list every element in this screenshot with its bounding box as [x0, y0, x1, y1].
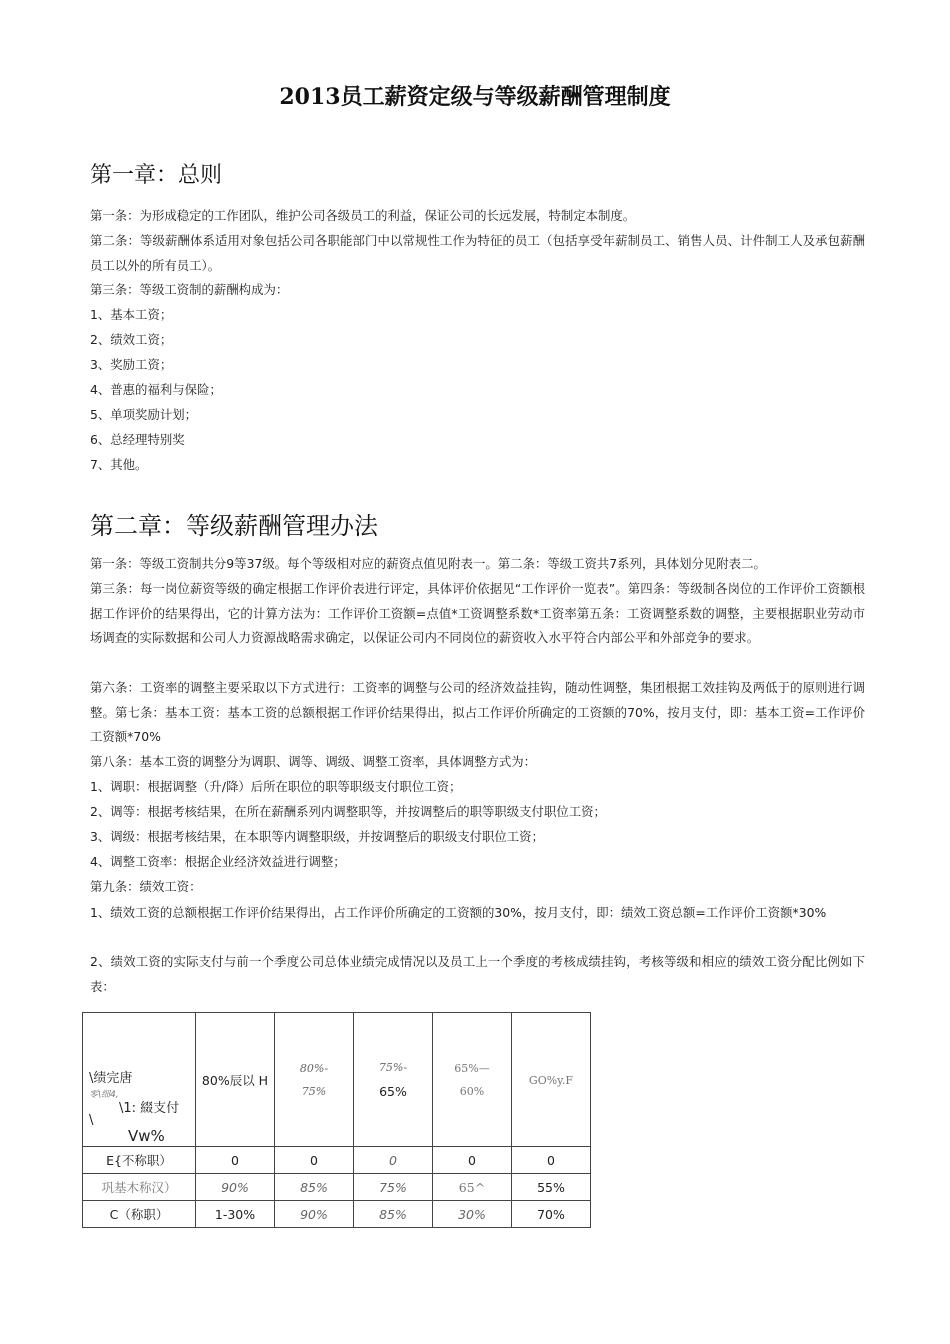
chapter-2-heading: 第二章：等级薪酬管理办法 — [90, 512, 378, 540]
ch1-list-item-4: 4、普惠的福利与保险； — [90, 382, 222, 397]
ch2-performance-item-1: 1、绩效工资的总额根据工作评价结果得出，占工作评价所确定的工资额的30%，按月支付，即：绩效工资总额=工作评价工资额*30% — [90, 905, 827, 920]
ch2-article-9: 第九条：绩效工资： — [90, 879, 202, 894]
corner-text-2: 零\细4, — [89, 1089, 119, 1100]
ch1-article-2: 第二条：等级薪酬体系适用对象包括公司各职能部门中以常规性工作为特征的员工（包括享受年薪制员工、销售人员、计件制工人及承包薪酬员工以外的所有员工）。 — [90, 233, 865, 273]
ch2-adjust-item-1: 1、调职：根据调整（升/降）后所在职位的职等职级支付职位工资； — [90, 779, 462, 794]
ch1-list-item-3: 3、奖励工资； — [90, 357, 173, 372]
table-cell: 0 — [354, 1147, 433, 1174]
ch2-adjust-item-4: 4、调整工资率：根据企业经济效益进行调整； — [90, 854, 346, 869]
table-cell: 70% — [512, 1201, 591, 1228]
table-header-cell — [354, 1013, 433, 1147]
header-text: 80%- — [299, 1061, 329, 1075]
table-cell: 75% — [354, 1174, 433, 1201]
table-cell: 55% — [512, 1174, 591, 1201]
ch1-list-item-1: 1、基本工资； — [90, 307, 173, 322]
table-header-cell — [512, 1013, 591, 1147]
corner-text-3: \1: 綴支付 — [119, 1100, 180, 1116]
table-cell: 0 — [433, 1147, 512, 1174]
ch1-list-item-5: 5、单项奖励计划； — [90, 407, 198, 422]
ch2-articles-1-2: 第一条：等级工资制共分9等37级。每个等级相对应的薪资点值见附表一。第二条：等级工资共7系列，具体划分见附表二。 — [90, 556, 766, 571]
header-text: GO%y.F — [528, 1074, 574, 1087]
ch1-article-1: 第一条：为形成稳定的工作团队，维护公司各级员工的利益，保证公司的长远发展，特制定本制度。 — [90, 208, 636, 223]
row-label: C（称职） — [83, 1201, 196, 1228]
header-text: 60% — [459, 1084, 485, 1098]
header-text: 75%- — [378, 1060, 408, 1074]
table-header-cell — [433, 1013, 512, 1147]
chapter-1-heading: 第一章：总则 — [90, 163, 223, 188]
row-label: E{不称职） — [83, 1147, 196, 1174]
header-text: 65% — [379, 1083, 407, 1099]
table-cell: 90% — [275, 1201, 354, 1228]
performance-grade-table — [82, 1012, 591, 1228]
document-title: 2013员工薪资定级与等级薪酬管理制度 — [279, 84, 671, 110]
row-label: 巩基木称汉） — [83, 1174, 196, 1201]
header-text: 80%辰以 H — [201, 1072, 269, 1088]
table-row — [83, 1147, 591, 1174]
table-cell: 65^ — [433, 1174, 512, 1201]
ch1-article-3: 第三条：等级工资制的薪酬构成为： — [90, 282, 289, 297]
table-cell: 0 — [196, 1147, 275, 1174]
table-cell: 0 — [512, 1147, 591, 1174]
table-cell: 30% — [433, 1201, 512, 1228]
corner-text-1: \绩完唐 — [89, 1070, 133, 1086]
table-header-cell — [275, 1013, 354, 1147]
ch2-articles-6-7: 第六条：工资率的调整主要采取以下方式进行：工资率的调整与公司的经济效益挂钩，随动性调整，集团根据工效挂钩及两低于的原则进行调整。第七条：基本工资：基本工资的总额根据工作评价结果得出，拟占工作评价所确定的工资额的70%，按月支付，即：基本工资=工作评价工资额*70% — [90, 680, 865, 744]
ch2-articles-3-5: 第三条：每一岗位薪资等级的确定根据工作评价表进行评定，具体评价依据见“工作评价一览表”。第四条：等级制各岗位的工作评价工资额根据工作评价的结果得出，它的计算方法为：工作评价工资额=点值*工资调整系数*工资率第五条：工资调整系数的调整，主要根据职业劳动市场调查的实际数据和公司人力资源战略需求确定，以保证公司内不同岗位的薪资收入水平符合内部公平和外部竞争的要求。 — [90, 581, 865, 645]
ch1-list-item-7: 7、其他。 — [90, 457, 148, 472]
header-text: 75% — [301, 1084, 327, 1098]
ch1-list-item-6: 6、总经理特别奖 — [90, 432, 185, 447]
table-row — [83, 1201, 591, 1228]
ch2-adjust-item-2: 2、调等：根据考核结果，在所在薪酬系列内调整职等，并按调整后的职等职级支付职位工资； — [90, 804, 606, 819]
table-cell: 0 — [275, 1147, 354, 1174]
ch2-adjust-item-3: 3、调级：根据考核结果，在本职等内调整职级，并按调整后的职级支付职位工资； — [90, 829, 544, 844]
table-cell: 85% — [275, 1174, 354, 1201]
table-row — [83, 1174, 591, 1201]
corner-text-4: \ — [89, 1112, 94, 1128]
table-header-cell — [196, 1013, 275, 1147]
table-cell: 90% — [196, 1174, 275, 1201]
corner-text-5: Vw% — [128, 1126, 165, 1145]
table-cell: 1-30% — [196, 1201, 275, 1228]
header-text: 65%— — [454, 1061, 490, 1075]
table-corner-cell — [83, 1013, 196, 1147]
ch2-performance-item-2: 2、绩效工资的实际支付与前一个季度公司总体业绩完成情况以及员工上一个季度的考核成绩挂钩，考核等级和相应的绩效工资分配比例如下表： — [90, 954, 865, 994]
table-cell: 85% — [354, 1201, 433, 1228]
ch2-article-8: 第八条：基本工资的调整分为调职、调等、调级、调整工资率，具体调整方式为： — [90, 754, 537, 769]
ch1-list-item-2: 2、绩效工资； — [90, 332, 173, 347]
table-header-row — [83, 1013, 591, 1147]
